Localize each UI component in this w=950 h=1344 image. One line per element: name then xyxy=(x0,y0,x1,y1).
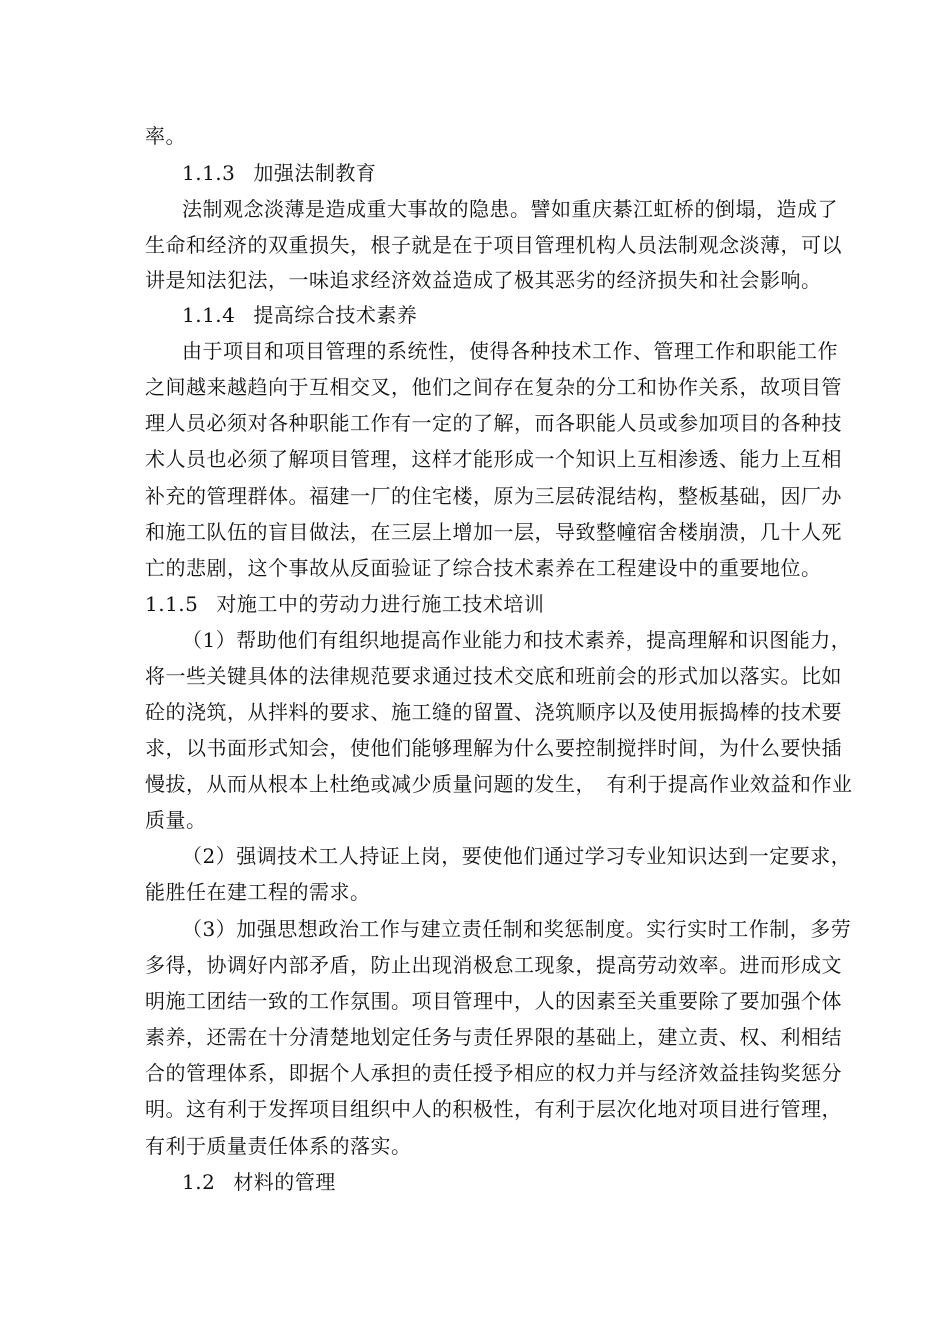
paragraph-line: 砼的浇筑，从拌料的要求、施工缝的留置、浇筑顺序以及使用振捣棒的技术要 xyxy=(145,700,842,724)
paragraph-line: 和施工队伍的盲目做法，在三层上增加一层，导致整幢宿舍楼崩溃，几十人死 xyxy=(145,520,842,544)
paragraph-line: 明施工团结一致的工作氛围。项目管理中，人的因素至关重要除了要加强个体 xyxy=(145,989,842,1013)
section-number: 1.1.5 xyxy=(145,592,199,616)
paragraph-line: 由于项目和项目管理的系统性，使得各种技术工作、管理工作和职能工作 xyxy=(182,339,838,363)
paragraph-line: 之间越来越趋向于互相交叉，他们之间存在复杂的分工和协作关系，故项目管 xyxy=(145,375,842,399)
paragraph-line: 多得，协调好内部矛盾，防止出现消极怠工现象，提高劳动效率。进而形成文 xyxy=(145,953,842,977)
paragraph-line: 率。 xyxy=(145,124,186,148)
section-heading-1-1-5 xyxy=(145,586,544,622)
section-number: 1.1.3 xyxy=(182,161,236,185)
paragraph-line: （3）加强思想政治工作与建立责任制和奖惩制度。实行实时工作制，多劳 xyxy=(182,917,852,941)
paragraph-line: 理人员必须对各种职能工作有一定的了解，而各职能人员或参加项目的各种技 xyxy=(145,411,842,435)
paragraph-line: 明。这有利于发挥项目组织中人的积极性，有利于层次化地对项目进行管理， xyxy=(145,1097,842,1121)
paragraph-line: 将一些关键具体的法律规范要求通过技术交底和班前会的形式加以落实。比如 xyxy=(145,664,842,688)
section-number: 1.2 xyxy=(182,1170,216,1194)
section-heading-1-1-4 xyxy=(182,297,417,333)
paragraph-line: 生命和经济的双重损失，根子就是在于项目管理机构人员法制观念淡薄，可以 xyxy=(145,233,842,257)
section-title: 对施工中的劳动力进行施工技术培训 xyxy=(216,592,545,616)
paragraph-line: 讲是知法犯法，一味追求经济效益造成了极其恶劣的经济损失和社会影响。 xyxy=(145,268,822,292)
paragraph-line: 素养，还需在十分清楚地划定任务与责任界限的基础上，建立责、权、利相结 xyxy=(145,1025,842,1049)
paragraph-line: （2）强调技术工人持证上岗，要使他们通过学习专业知识达到一定要求， xyxy=(182,844,852,868)
paragraph-line: 补充的管理群体。福建一厂的住宅楼，原为三层砖混结构，整板基础，因厂办 xyxy=(145,484,842,508)
section-number: 1.1.4 xyxy=(182,303,236,327)
section-title: 加强法制教育 xyxy=(253,161,377,185)
section-title: 材料的管理 xyxy=(233,1170,336,1194)
paragraph-line: 慢拔，从而从根本上杜绝或减少质量问题的发生， 有利于提高作业效益和作业 xyxy=(145,772,853,796)
section-heading-1-1-3 xyxy=(182,155,376,191)
paragraph-line: 亡的悲剧，这个事故从反面验证了综合技术素养在工程建设中的重要地位。 xyxy=(145,556,822,580)
paragraph-line: 求，以书面形式知会，使他们能够理解为什么要控制搅拌时间，为什么要快插 xyxy=(145,736,842,760)
section-title: 提高综合技术素养 xyxy=(253,303,418,327)
paragraph-line: 有利于质量责任体系的落实。 xyxy=(145,1134,412,1158)
paragraph-line: 合的管理体系，即据个人承担的责任授予相应的权力并与经济效益挂钩奖惩分 xyxy=(145,1061,842,1085)
paragraph-line: 能胜任在建工程的需求。 xyxy=(145,880,371,904)
section-heading-1-2 xyxy=(182,1164,336,1200)
paragraph-line: 术人员也必须了解项目管理，这样才能形成一个知识上互相渗透、能力上互相 xyxy=(145,447,842,471)
paragraph-line: 法制观念淡薄是造成重大事故的隐患。譬如重庆綦江虹桥的倒塌，造成了 xyxy=(182,197,838,221)
paragraph-line: 质量。 xyxy=(145,808,207,832)
paragraph-line: （1）帮助他们有组织地提高作业能力和技术素养，提高理解和识图能力， xyxy=(182,628,852,652)
